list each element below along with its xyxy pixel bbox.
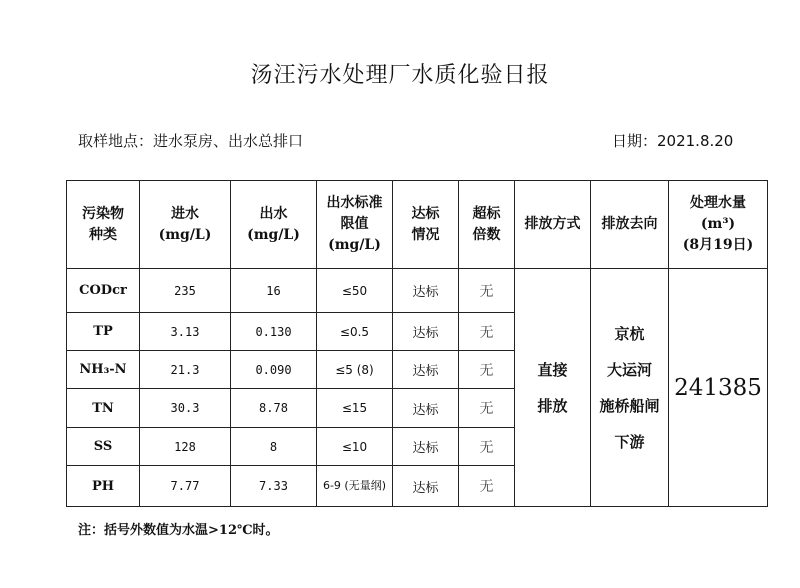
cell-pollutant: SS xyxy=(67,428,140,466)
cell-standard: ≤10 xyxy=(317,428,393,466)
report-title: 汤汪污水处理厂水质化验日报 xyxy=(250,63,550,88)
cell-standard: ≤15 xyxy=(317,389,393,428)
cell-status: 达标 xyxy=(393,313,459,351)
cell-pollutant: PH xyxy=(67,466,140,507)
cell-pollutant: NH₃-N xyxy=(67,351,140,389)
cell-exceed: 无 xyxy=(459,428,515,466)
cell-outflow: 7.33 xyxy=(231,466,317,507)
cell-status: 达标 xyxy=(393,466,459,507)
cell-outflow: 16 xyxy=(231,269,317,313)
header-standard: 出水标准 限值 (mg/L) xyxy=(317,181,393,269)
cell-status: 达标 xyxy=(393,351,459,389)
cell-inflow: 3.13 xyxy=(140,313,231,351)
header-inflow: 进水 (mg/L) xyxy=(140,181,231,269)
header-row xyxy=(67,181,768,269)
cell-standard: ≤5 (8) xyxy=(317,351,393,389)
cell-exceed: 无 xyxy=(459,389,515,428)
discharge-destination-cell: 京杭 大运河 施桥船闸 下游 xyxy=(591,269,669,507)
cell-exceed: 无 xyxy=(459,313,515,351)
cell-inflow: 21.3 xyxy=(140,351,231,389)
cell-inflow: 128 xyxy=(140,428,231,466)
cell-outflow: 0.130 xyxy=(231,313,317,351)
cell-standard: 6-9 (无量纲) xyxy=(317,466,393,507)
cell-exceed: 无 xyxy=(459,351,515,389)
header-exceed: 超标 倍数 xyxy=(459,181,515,269)
cell-status: 达标 xyxy=(393,428,459,466)
header-status: 达标 情况 xyxy=(393,181,459,269)
cell-exceed: 无 xyxy=(459,466,515,507)
cell-pollutant: TN xyxy=(67,389,140,428)
report-date: 日期：2021.8.20 xyxy=(612,132,734,150)
header-discharge-destination: 排放去向 xyxy=(591,181,669,269)
cell-outflow: 8 xyxy=(231,428,317,466)
header-treated-volume: 处理水量 (m³) (8月19日) xyxy=(669,181,768,269)
cell-inflow: 30.3 xyxy=(140,389,231,428)
header-pollutant: 污染物 种类 xyxy=(67,181,140,269)
cell-exceed: 无 xyxy=(459,269,515,313)
cell-status: 达标 xyxy=(393,389,459,428)
table-row xyxy=(67,269,768,313)
cell-inflow: 7.77 xyxy=(140,466,231,507)
cell-outflow: 0.090 xyxy=(231,351,317,389)
cell-status: 达标 xyxy=(393,269,459,313)
cell-inflow: 235 xyxy=(140,269,231,313)
header-outflow: 出水 (mg/L) xyxy=(231,181,317,269)
cell-pollutant: TP xyxy=(67,313,140,351)
header-discharge-method: 排放方式 xyxy=(515,181,591,269)
cell-outflow: 8.78 xyxy=(231,389,317,428)
cell-pollutant: CODcr xyxy=(67,269,140,313)
sampling-location: 取样地点：进水泵房、出水总排口 xyxy=(78,132,304,150)
cell-standard: ≤50 xyxy=(317,269,393,313)
cell-standard: ≤0.5 xyxy=(317,313,393,351)
discharge-method-cell: 直接 排放 xyxy=(515,269,591,507)
water-quality-table xyxy=(66,180,768,507)
footnote: 注：括号外数值为水温>12℃时。 xyxy=(78,523,279,538)
treated-volume-value: 241385 xyxy=(669,269,768,507)
